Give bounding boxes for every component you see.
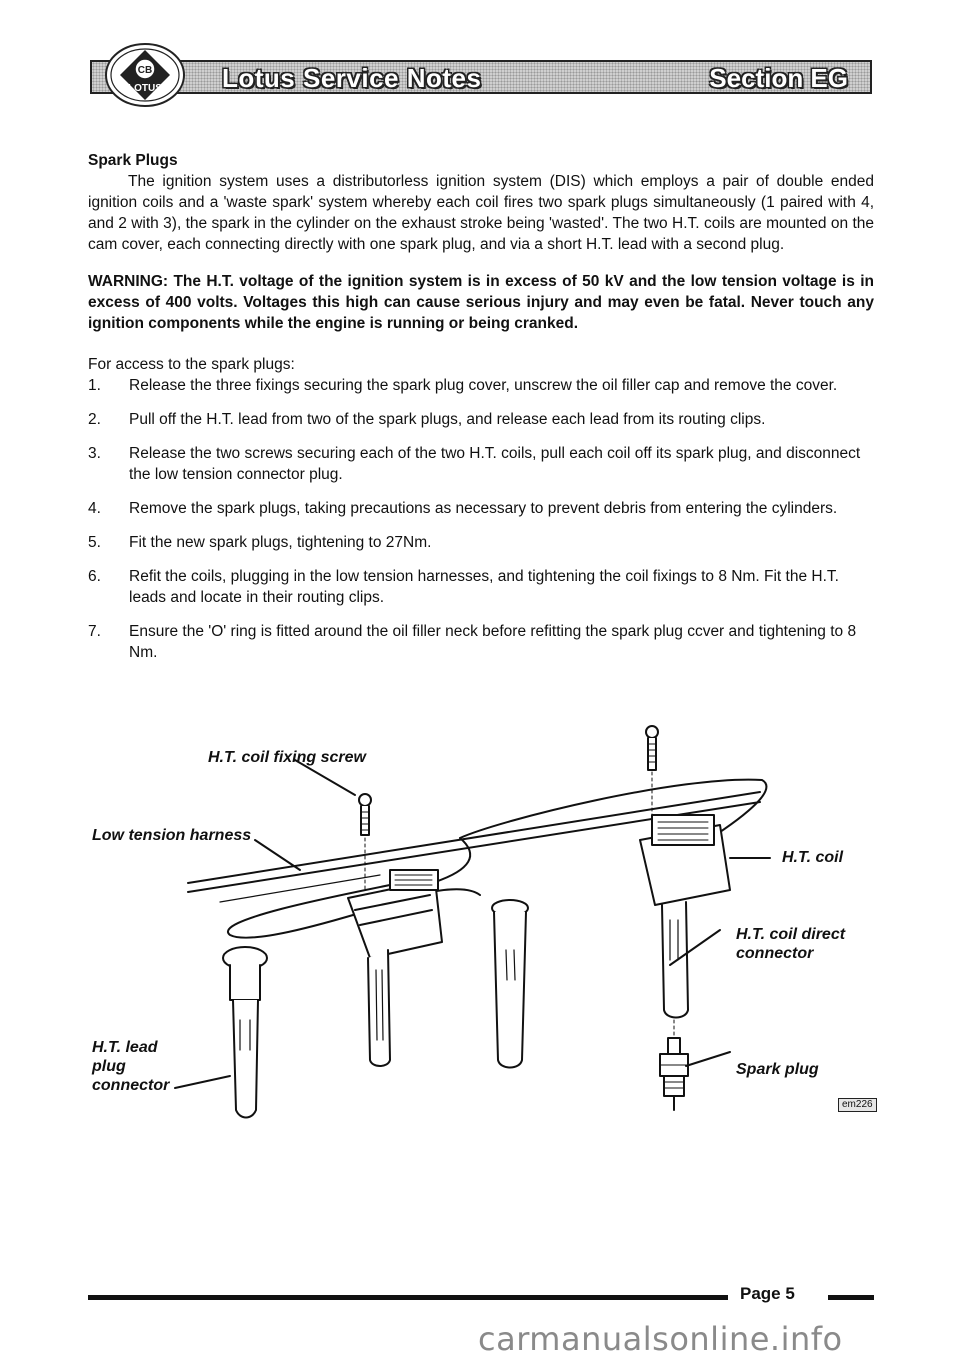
svg-text:CB: CB	[137, 65, 153, 76]
left-lead-connector	[223, 947, 267, 1118]
step-item: 3. Release the two screws securing each of the two H.T. coils, pull each coil off its spark plug, and disconnect the low tension connector plug.	[88, 445, 861, 483]
section-heading: Spark Plugs	[88, 152, 178, 169]
page-number: Page 5	[740, 1284, 795, 1303]
main-content	[88, 150, 874, 676]
footer-rule	[88, 1295, 728, 1300]
label-ht-coil: H.T. coil	[782, 849, 844, 866]
label-spark-plug: Spark plug	[736, 1061, 819, 1078]
figure-reference: em226	[838, 1098, 877, 1112]
label-ht-coil-direct-connector: H.T. coil direct connector	[736, 926, 846, 962]
right-coil-screw	[646, 726, 658, 820]
manual-title: Lotus Service Notes	[222, 63, 482, 93]
step-item: 5. Fit the new spark plugs, tightening to 27Nm.	[88, 534, 432, 551]
label-ht-lead-plug-connector: H.T. lead plug connector	[92, 1039, 170, 1094]
spark-plug-drawing	[660, 1020, 688, 1110]
label-coil-fixing-screw: H.T. coil fixing screw	[208, 749, 366, 766]
step-item: 7. Ensure the 'O' ring is fitted around the oil filler neck before refitting the spark plug ccver and tightening to 8 Nm.	[88, 623, 857, 661]
step-item: 4. Remove the spark plugs, taking precautions as necessary to prevent debris from entering the cylinders.	[88, 500, 838, 517]
warning-paragraph: WARNING: The H.T. voltage of the ignition system is in excess of 50 kV and the low tension voltage is in excess of 400 volts. Voltages this high can cause serious injury and may even be fatal. Never touch any ignition components while the engine is running or being cranked.	[88, 273, 874, 332]
access-intro: For access to the spark plugs:	[88, 356, 295, 373]
step-item: 1. Release the three fixings securing the spark plug cover, unscrew the oil filler cap and remove the cover.	[88, 377, 838, 394]
intro-paragraph: The ignition system uses a distributorless ignition system (DIS) which employs a pair of double ended ignition coils and a 'waste spark' system whereby each coil fires two spark plugs simultaneously (1 paired with 4, and 2 with 3), the spark in the cylinder on the exhaust stroke being 'wasted'. The two H.T. coils are mounted on the cam cover, each connecting directly with one spark plug, and via a short H.T. lead with a second plug.	[88, 173, 874, 253]
left-coil-screw	[359, 794, 371, 890]
leader-spark-plug	[686, 1052, 730, 1066]
leader-lead-connector	[175, 1076, 230, 1088]
svg-text:LOTUS: LOTUS	[128, 83, 162, 94]
right-coil	[640, 815, 730, 1018]
step-item: 6. Refit the coils, plugging in the low tension harnesses, and tightening the coil fixings to 8 Nm. Fit the H.T. leads and locate in their routing clips.	[88, 568, 839, 606]
header-banner	[90, 60, 872, 94]
left-coil	[348, 870, 442, 1066]
lotus-logo	[104, 42, 186, 108]
middle-plug-connector	[492, 900, 528, 1068]
leader-harness	[255, 840, 300, 870]
label-low-tension-harness: Low tension harness	[92, 827, 252, 844]
watermark: carmanualsonline.info	[478, 1320, 843, 1358]
procedure-steps	[88, 375, 874, 663]
step-item: 2. Pull off the H.T. lead from two of the spark plugs, and release each lead from its routing clips.	[88, 411, 766, 428]
section-label: Section EG	[709, 63, 848, 93]
footer-dash	[828, 1295, 874, 1300]
